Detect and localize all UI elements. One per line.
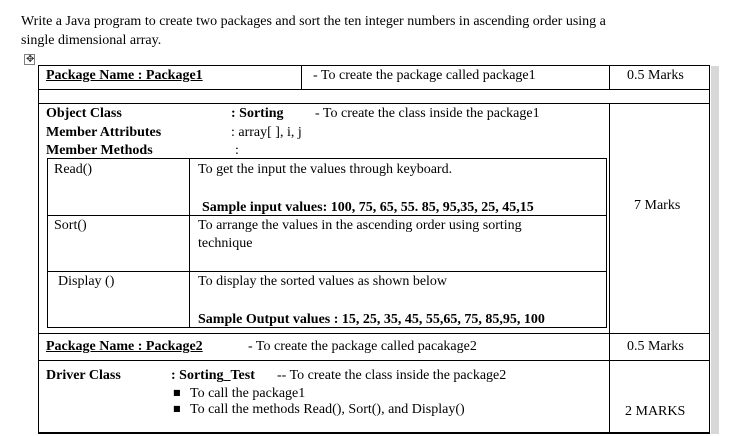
methods-table-right — [606, 158, 607, 328]
method-display-desc: To display the sorted values as shown below — [198, 274, 448, 289]
object-class-label: Object Class — [46, 106, 122, 121]
methods-table-top — [47, 158, 607, 159]
driver-class-desc: -- To create the class inside the package2 — [277, 368, 507, 383]
object-class-value: : Sorting — [231, 106, 284, 121]
sorting-class-marks: 7 Marks — [634, 198, 681, 213]
row1-col-divider-a — [301, 65, 302, 89]
table-border-right — [709, 65, 710, 434]
method-sort-desc-line2: technique — [198, 236, 253, 251]
member-attributes-value: : array[ ], i, j — [231, 125, 302, 140]
row34-marks-divider — [609, 333, 610, 433]
method-read-sample: Sample input values: 100, 75, 65, 55. 85, 95,35, 25, 45,15 — [202, 200, 534, 215]
driver-class-value: : Sorting_Test — [171, 368, 255, 383]
methods-row-sep-2 — [47, 271, 607, 272]
member-methods-label: Member Methods — [46, 143, 153, 158]
package1-desc: - To create the package called package1 — [313, 68, 536, 83]
row1-separator — [38, 89, 710, 90]
row1-col-divider-b — [609, 65, 610, 89]
bullet-icon: ■ — [173, 388, 181, 397]
method-read-name: Read() — [54, 162, 93, 177]
table-shadow — [711, 66, 719, 434]
method-read-desc: To get the input the values through keyboard. — [198, 162, 453, 177]
row2-marks-divider — [609, 103, 610, 333]
driver-class-label: Driver Class — [46, 368, 121, 383]
question-line-2: single dimensional array. — [21, 33, 162, 48]
table-move-handle-icon[interactable]: ✥ — [26, 54, 35, 65]
member-attributes-label: Member Attributes — [46, 125, 162, 140]
method-sort-desc-line1: To arrange the values in the ascending order using sorting — [198, 218, 522, 233]
table-border-left — [38, 65, 39, 434]
methods-table-left — [47, 158, 48, 328]
method-display-name: Display () — [58, 274, 115, 289]
methods-table-mid — [189, 158, 190, 328]
object-class-desc: - To create the class inside the package1 — [315, 106, 540, 121]
method-sort-name: Sort() — [54, 218, 87, 233]
driver-class-marks: 2 MARKS — [625, 404, 686, 419]
package1-marks: 0.5 Marks — [627, 68, 684, 83]
package2-marks: 0.5 Marks — [627, 339, 684, 354]
methods-table-bottom — [47, 327, 607, 328]
question-line-1: Write a Java program to create two packages and sort the ten integer numbers in ascending order using a — [21, 14, 606, 29]
package2-desc: - To create the package called pacakage2 — [248, 339, 477, 354]
package1-label: Package Name : Package1 — [46, 68, 203, 83]
driver-bullet-2: To call the methods Read(), Sort(), and Display() — [190, 402, 465, 417]
driver-bullet-1: To call the package1 — [190, 386, 306, 401]
methods-row-sep-1 — [47, 215, 607, 216]
bullet-icon: ■ — [173, 404, 181, 413]
package2-label: Package Name : Package2 — [46, 339, 203, 354]
method-display-sample: Sample Output values : 15, 25, 35, 45, 55,65, 75, 85,95, 100 — [198, 312, 545, 327]
member-methods-value: : — [235, 143, 239, 158]
